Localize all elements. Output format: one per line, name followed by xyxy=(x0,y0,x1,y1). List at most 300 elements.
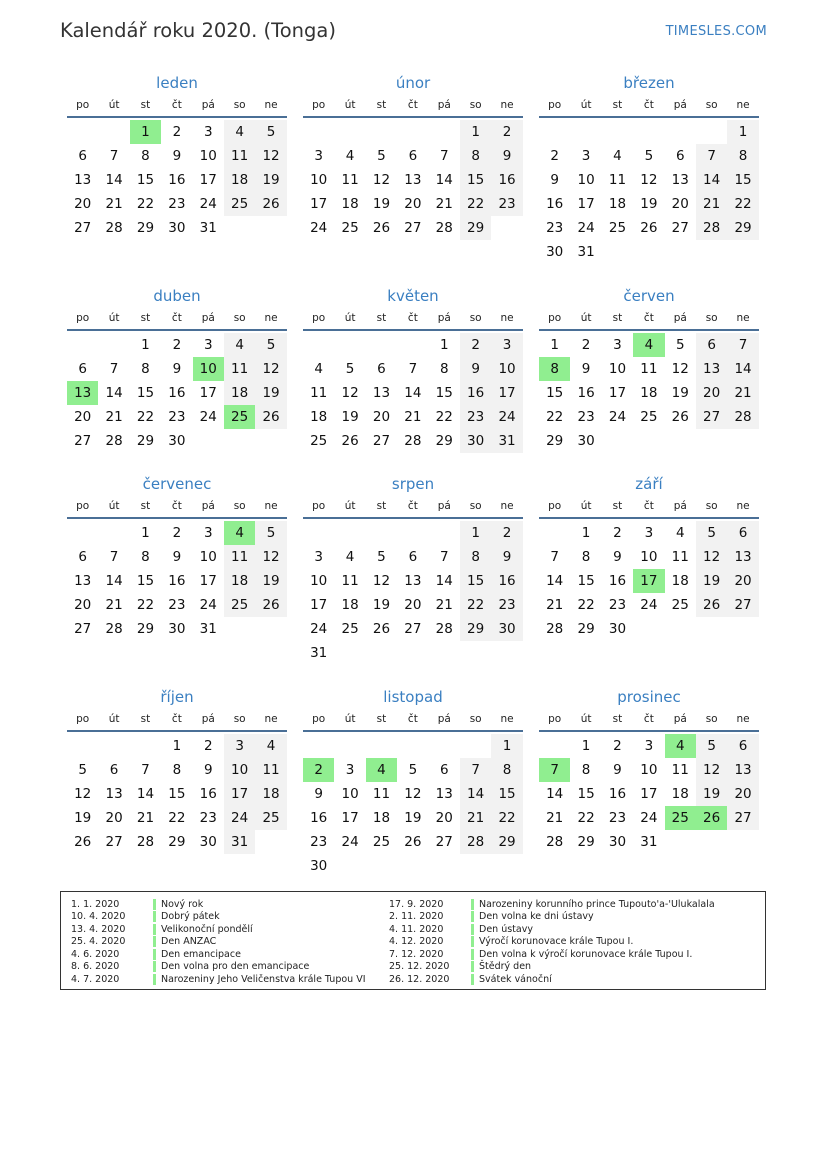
day-cell: 5 xyxy=(675,337,685,353)
day-cell: 1 xyxy=(460,120,491,144)
holiday-day-cell: 7 xyxy=(539,758,570,782)
legend-holiday-name: Štědrý den xyxy=(479,961,532,973)
weekday-label: so xyxy=(233,312,246,324)
weekday-label: út xyxy=(108,500,120,512)
day-cell: 31 xyxy=(577,244,595,260)
day-cell: 17 xyxy=(199,573,217,589)
weekday-label: pá xyxy=(201,312,215,324)
day-cell: 17 xyxy=(341,810,359,826)
empty-cell xyxy=(67,521,98,545)
day-cell: 9 xyxy=(581,361,591,377)
weekday-header xyxy=(67,495,287,519)
holiday-day-cell: 4 xyxy=(224,521,255,545)
day-cell: 27 xyxy=(727,593,758,617)
day-cell: 12 xyxy=(255,357,286,381)
day-cell: 16 xyxy=(491,168,522,192)
day-cell: 21 xyxy=(696,192,727,216)
day-cell: 1 xyxy=(581,525,591,541)
day-cell: 10 xyxy=(640,762,658,778)
day-cell: 12 xyxy=(696,758,727,782)
day-cell: 16 xyxy=(199,786,217,802)
day-cell: 14 xyxy=(696,168,727,192)
day-cell: 19 xyxy=(74,810,92,826)
brand-link[interactable]: TIMESLES.COM xyxy=(665,24,767,39)
day-cell: 4 xyxy=(613,148,622,164)
day-cell: 7 xyxy=(460,758,491,782)
weekday-label: po xyxy=(76,500,90,512)
day-cell: 25 xyxy=(341,220,359,236)
day-cell: 8 xyxy=(581,549,591,565)
legend-date: 10. 4. 2020 xyxy=(71,911,126,923)
legend-holiday-name: Výročí korunovace krále Tupou I. xyxy=(479,936,634,948)
legend-holiday-name: Den emancipace xyxy=(161,948,241,960)
day-grid xyxy=(67,734,287,854)
day-cell: 30 xyxy=(577,433,595,449)
day-cell: 5 xyxy=(255,333,286,357)
month-name: červenec xyxy=(142,475,212,493)
day-cell: 17 xyxy=(224,782,255,806)
day-cell: 3 xyxy=(203,337,213,353)
empty-cell xyxy=(67,120,98,144)
legend-row xyxy=(379,936,715,949)
day-cell: 3 xyxy=(613,337,622,353)
weekday-label: út xyxy=(108,99,120,111)
day-cell: 27 xyxy=(372,433,391,449)
day-cell: 3 xyxy=(203,124,213,140)
weekday-label: so xyxy=(705,312,718,324)
day-cell: 25 xyxy=(372,834,391,850)
legend-holiday-name: Dobrý pátek xyxy=(161,911,220,923)
day-cell: 22 xyxy=(491,806,522,830)
day-cell: 17 xyxy=(199,172,217,188)
day-cell: 29 xyxy=(577,834,595,850)
holiday-day-cell: 25 xyxy=(665,806,696,830)
day-cell: 2 xyxy=(172,525,182,541)
empty-cell xyxy=(334,734,365,758)
weekday-label: st xyxy=(140,713,151,725)
month-name: září xyxy=(635,475,663,493)
day-cell: 28 xyxy=(105,621,123,637)
legend-holiday-name: Narozeniny korunního prince Tupouto'a-'Ulukalala xyxy=(479,898,715,910)
weekday-label: čt xyxy=(407,312,418,324)
day-cell: 5 xyxy=(696,734,727,758)
day-cell: 23 xyxy=(168,597,186,613)
day-cell: 17 xyxy=(577,196,595,212)
holiday-marker-icon xyxy=(471,974,474,985)
day-cell: 11 xyxy=(608,172,627,188)
weekday-label: pá xyxy=(437,500,451,512)
weekday-label: so xyxy=(469,99,482,111)
legend-holiday-name: Svátek vánoční xyxy=(479,973,552,985)
holiday-marker-icon xyxy=(153,924,156,935)
month-březen xyxy=(539,72,759,264)
legend-holiday-name: Nový rok xyxy=(161,898,204,910)
day-cell: 6 xyxy=(408,148,418,164)
day-cell: 6 xyxy=(696,333,727,357)
day-cell: 20 xyxy=(404,196,422,212)
day-cell: 3 xyxy=(581,148,591,164)
day-cell: 1 xyxy=(581,738,591,754)
weekday-label: čt xyxy=(643,99,654,111)
day-cell: 29 xyxy=(727,216,758,240)
weekday-label: po xyxy=(312,99,326,111)
day-cell: 9 xyxy=(613,762,622,778)
holiday-marker-icon xyxy=(153,974,156,985)
day-cell: 5 xyxy=(377,549,386,565)
month-name: srpen xyxy=(391,475,435,493)
weekday-header xyxy=(67,94,287,118)
holiday-day-cell: 4 xyxy=(665,734,696,758)
day-cell: 9 xyxy=(172,148,182,164)
day-cell: 10 xyxy=(577,172,595,188)
day-cell: 23 xyxy=(608,597,627,613)
day-cell: 16 xyxy=(168,172,186,188)
day-cell: 23 xyxy=(199,810,217,826)
day-cell: 18 xyxy=(341,196,359,212)
weekday-label: čt xyxy=(171,500,182,512)
day-cell: 30 xyxy=(168,220,186,236)
day-cell: 20 xyxy=(696,381,727,405)
holiday-marker-icon xyxy=(471,949,474,960)
weekday-label: so xyxy=(469,713,482,725)
day-cell: 27 xyxy=(435,834,453,850)
day-cell: 21 xyxy=(404,409,422,425)
month-name: červen xyxy=(623,287,675,305)
day-cell: 17 xyxy=(491,381,522,405)
day-cell: 10 xyxy=(199,148,217,164)
day-cell: 30 xyxy=(168,621,186,637)
weekday-label: so xyxy=(233,99,246,111)
legend-left-column xyxy=(61,898,366,986)
weekday-label: čt xyxy=(643,713,654,725)
day-cell: 27 xyxy=(74,220,92,236)
empty-cell xyxy=(334,521,365,545)
day-cell: 13 xyxy=(404,172,422,188)
weekday-label: út xyxy=(580,713,592,725)
empty-cell xyxy=(460,734,491,758)
day-cell: 1 xyxy=(727,120,758,144)
day-cell: 18 xyxy=(372,810,391,826)
day-cell: 3 xyxy=(644,525,654,541)
day-cell: 11 xyxy=(341,172,359,188)
day-cell: 10 xyxy=(491,357,522,381)
weekday-label: st xyxy=(612,713,623,725)
legend-holiday-name: Den ústavy xyxy=(479,923,533,935)
weekday-label: so xyxy=(233,500,246,512)
day-cell: 30 xyxy=(168,433,186,449)
day-cell: 28 xyxy=(696,216,727,240)
day-grid xyxy=(303,521,523,665)
weekday-label: ne xyxy=(500,312,514,324)
legend-row xyxy=(61,923,366,936)
day-cell: 11 xyxy=(671,762,689,778)
day-grid xyxy=(539,120,759,264)
day-cell: 15 xyxy=(136,385,155,401)
day-cell: 15 xyxy=(460,168,491,192)
weekday-label: út xyxy=(344,713,356,725)
day-cell: 13 xyxy=(727,758,758,782)
legend-row xyxy=(61,898,366,911)
day-cell: 13 xyxy=(74,172,92,188)
weekday-label: st xyxy=(612,312,623,324)
empty-cell xyxy=(98,333,129,357)
weekday-label: po xyxy=(76,312,90,324)
day-grid xyxy=(303,333,523,453)
empty-cell xyxy=(602,120,633,144)
day-cell: 3 xyxy=(491,333,522,357)
day-cell: 16 xyxy=(577,385,595,401)
day-cell: 18 xyxy=(310,409,328,425)
day-cell: 24 xyxy=(310,621,328,637)
day-cell: 8 xyxy=(460,144,491,168)
day-cell: 1 xyxy=(141,525,150,541)
weekday-label: pá xyxy=(437,713,451,725)
day-cell: 8 xyxy=(581,762,591,778)
day-cell: 26 xyxy=(341,433,359,449)
empty-cell xyxy=(539,120,570,144)
weekday-label: čt xyxy=(407,99,418,111)
day-cell: 30 xyxy=(310,858,328,874)
month-únor xyxy=(303,72,523,240)
day-cell: 21 xyxy=(105,409,123,425)
day-cell: 4 xyxy=(255,734,286,758)
weekday-label: so xyxy=(469,312,482,324)
holiday-day-cell: 26 xyxy=(696,806,727,830)
day-cell: 19 xyxy=(372,597,391,613)
holiday-marker-icon xyxy=(471,899,474,910)
day-cell: 12 xyxy=(640,172,658,188)
month-name: listopad xyxy=(383,688,443,706)
day-cell: 26 xyxy=(372,220,391,236)
legend-date: 17. 9. 2020 xyxy=(389,898,444,910)
weekday-label: čt xyxy=(171,713,182,725)
weekday-header xyxy=(539,307,759,331)
legend-date: 2. 11. 2020 xyxy=(389,911,444,923)
day-cell: 21 xyxy=(105,597,123,613)
day-cell: 28 xyxy=(105,433,123,449)
holiday-marker-icon xyxy=(153,899,156,910)
weekday-label: ne xyxy=(500,99,514,111)
day-cell: 15 xyxy=(727,168,758,192)
day-cell: 6 xyxy=(78,148,87,164)
day-grid xyxy=(539,333,759,453)
month-name: prosinec xyxy=(617,688,681,706)
day-cell: 10 xyxy=(199,549,217,565)
day-cell: 26 xyxy=(255,593,286,617)
day-cell: 26 xyxy=(74,834,92,850)
empty-cell xyxy=(429,120,460,144)
day-cell: 7 xyxy=(141,762,150,778)
legend-date: 7. 12. 2020 xyxy=(389,948,444,960)
day-cell: 24 xyxy=(224,806,255,830)
day-cell: 2 xyxy=(203,738,213,754)
day-cell: 31 xyxy=(224,830,255,854)
day-cell: 8 xyxy=(491,758,522,782)
holiday-day-cell: 25 xyxy=(224,405,255,429)
weekday-label: pá xyxy=(201,500,215,512)
day-grid xyxy=(539,734,759,854)
day-cell: 12 xyxy=(404,786,422,802)
day-cell: 8 xyxy=(141,148,150,164)
month-name: duben xyxy=(153,287,201,305)
empty-cell xyxy=(429,734,460,758)
empty-cell xyxy=(633,120,664,144)
weekday-label: pá xyxy=(673,99,687,111)
month-name: březen xyxy=(623,74,675,92)
day-cell: 26 xyxy=(640,220,658,236)
weekday-label: út xyxy=(580,312,592,324)
weekday-label: čt xyxy=(643,312,654,324)
day-cell: 28 xyxy=(136,834,155,850)
holiday-marker-icon xyxy=(153,936,156,947)
day-cell: 19 xyxy=(255,569,286,593)
day-cell: 31 xyxy=(199,220,217,236)
day-cell: 25 xyxy=(224,192,255,216)
empty-cell xyxy=(303,734,334,758)
day-cell: 30 xyxy=(608,834,627,850)
day-cell: 4 xyxy=(675,525,685,541)
day-cell: 27 xyxy=(671,220,689,236)
day-cell: 25 xyxy=(671,597,689,613)
legend-date: 13. 4. 2020 xyxy=(71,923,126,935)
weekday-label: st xyxy=(376,99,387,111)
legend-date: 25. 12. 2020 xyxy=(389,961,450,973)
day-cell: 15 xyxy=(136,573,155,589)
day-cell: 22 xyxy=(577,597,595,613)
day-cell: 13 xyxy=(372,385,391,401)
weekday-label: čt xyxy=(407,713,418,725)
weekday-label: so xyxy=(705,500,718,512)
holiday-day-cell: 10 xyxy=(193,357,224,381)
day-cell: 3 xyxy=(314,148,323,164)
day-cell: 30 xyxy=(199,834,217,850)
day-cell: 20 xyxy=(435,810,453,826)
day-cell: 26 xyxy=(671,409,689,425)
day-cell: 15 xyxy=(577,573,595,589)
day-cell: 9 xyxy=(203,762,213,778)
weekday-label: po xyxy=(548,500,562,512)
day-cell: 10 xyxy=(608,361,627,377)
day-cell: 23 xyxy=(546,220,564,236)
day-cell: 25 xyxy=(224,593,255,617)
weekday-label: po xyxy=(548,99,562,111)
day-cell: 27 xyxy=(696,405,727,429)
day-cell: 24 xyxy=(199,597,217,613)
holiday-day-cell: 1 xyxy=(130,120,161,144)
day-cell: 2 xyxy=(172,124,182,140)
weekday-label: ne xyxy=(736,500,750,512)
day-cell: 19 xyxy=(341,409,359,425)
day-cell: 12 xyxy=(74,786,92,802)
holiday-marker-icon xyxy=(471,961,474,972)
day-cell: 13 xyxy=(435,786,453,802)
day-cell: 3 xyxy=(345,762,355,778)
weekday-label: po xyxy=(312,713,326,725)
legend-right-column xyxy=(379,898,715,986)
day-cell: 6 xyxy=(727,734,758,758)
day-cell: 16 xyxy=(310,810,328,826)
legend-date: 25. 4. 2020 xyxy=(71,936,126,948)
day-cell: 16 xyxy=(168,573,186,589)
weekday-header xyxy=(67,708,287,732)
weekday-label: st xyxy=(140,312,151,324)
day-cell: 17 xyxy=(608,385,627,401)
day-cell: 25 xyxy=(310,433,328,449)
day-cell: 10 xyxy=(224,758,255,782)
month-duben xyxy=(67,285,287,453)
day-cell: 11 xyxy=(224,545,255,569)
weekday-label: ne xyxy=(736,99,750,111)
day-cell: 2 xyxy=(550,148,559,164)
weekday-label: ne xyxy=(264,99,278,111)
empty-cell xyxy=(397,521,428,545)
legend-row xyxy=(61,961,366,974)
weekday-label: st xyxy=(376,500,387,512)
day-grid xyxy=(67,120,287,240)
day-cell: 10 xyxy=(341,786,359,802)
day-cell: 23 xyxy=(577,409,595,425)
day-cell: 22 xyxy=(136,409,155,425)
legend-date: 8. 6. 2020 xyxy=(71,961,120,973)
day-cell: 2 xyxy=(491,521,522,545)
day-cell: 4 xyxy=(314,361,323,377)
day-cell: 26 xyxy=(404,834,422,850)
day-cell: 20 xyxy=(74,196,92,212)
empty-cell xyxy=(696,120,727,144)
day-cell: 15 xyxy=(577,786,595,802)
empty-cell xyxy=(397,120,428,144)
day-cell: 22 xyxy=(577,810,595,826)
day-cell: 18 xyxy=(640,385,658,401)
empty-cell xyxy=(397,734,428,758)
day-cell: 26 xyxy=(255,405,286,429)
day-cell: 8 xyxy=(439,361,449,377)
weekday-label: pá xyxy=(437,312,451,324)
day-cell: 24 xyxy=(491,405,522,429)
day-cell: 22 xyxy=(136,196,155,212)
day-cell: 25 xyxy=(341,621,359,637)
day-cell: 3 xyxy=(644,738,654,754)
weekday-label: út xyxy=(580,500,592,512)
weekday-label: út xyxy=(344,500,356,512)
day-cell: 5 xyxy=(78,762,87,778)
day-cell: 27 xyxy=(404,621,422,637)
day-cell: 21 xyxy=(435,597,453,613)
day-grid xyxy=(67,521,287,641)
day-cell: 29 xyxy=(460,216,491,240)
day-cell: 27 xyxy=(727,806,758,830)
legend-holiday-name: Den volna k výročí korunovace krále Tupou I. xyxy=(479,948,693,960)
day-cell: 24 xyxy=(640,597,658,613)
day-cell: 19 xyxy=(696,569,727,593)
day-cell: 18 xyxy=(224,569,255,593)
month-listopad xyxy=(303,686,523,878)
empty-cell xyxy=(303,120,334,144)
empty-cell xyxy=(334,120,365,144)
day-cell: 14 xyxy=(105,172,123,188)
day-cell: 20 xyxy=(671,196,689,212)
day-cell: 6 xyxy=(408,549,418,565)
month-leden xyxy=(67,72,287,240)
day-cell: 31 xyxy=(491,429,522,453)
day-cell: 19 xyxy=(640,196,658,212)
day-cell: 21 xyxy=(105,196,123,212)
day-cell: 17 xyxy=(199,385,217,401)
legend-holiday-name: Den volna ke dni ústavy xyxy=(479,911,594,923)
day-cell: 24 xyxy=(199,196,217,212)
legend-holiday-name: Narozeniny Jeho Veličenstva krále Tupou VI xyxy=(161,973,366,985)
day-cell: 22 xyxy=(546,409,564,425)
